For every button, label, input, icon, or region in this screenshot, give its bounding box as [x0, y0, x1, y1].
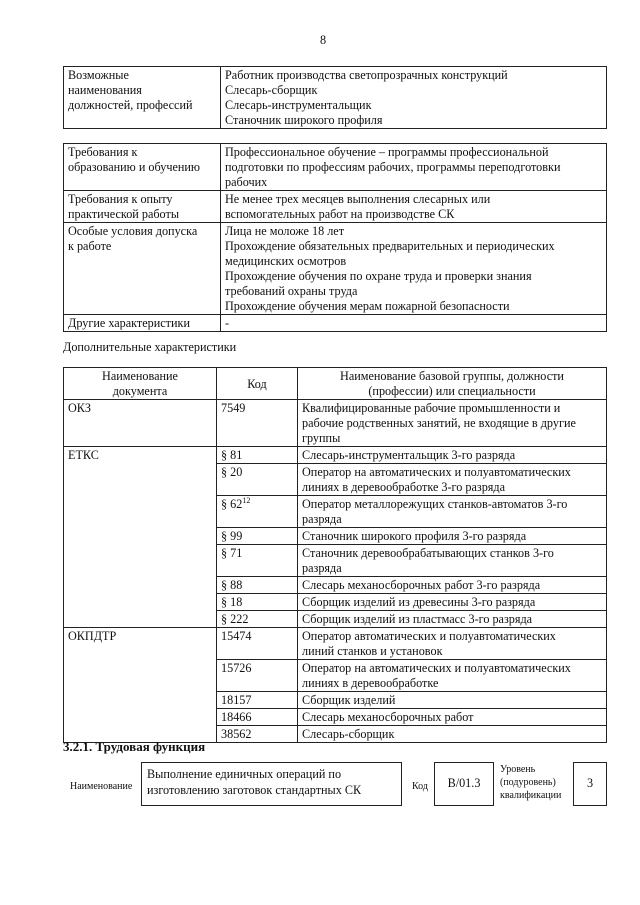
row-label-line: Требования к — [68, 145, 138, 159]
level-label-line: (подуровень) — [500, 777, 556, 788]
name-cell — [298, 545, 607, 577]
row-value-line: требований охраны труда — [225, 284, 358, 298]
name-line: Оператор металлорежущих станков-автоматов 3-го — [302, 497, 568, 511]
name-cell — [298, 400, 607, 447]
positions-table — [63, 66, 607, 129]
function-code-label: Код — [412, 781, 428, 792]
code-cell — [217, 692, 298, 709]
header-doc-line: документа — [112, 384, 168, 398]
table-row — [64, 223, 607, 315]
code-cell — [217, 577, 298, 594]
name-cell — [298, 726, 607, 743]
code-value: § 81 — [221, 448, 243, 462]
qualification-level-value: 3 — [586, 776, 594, 790]
row-value-line: рабочих — [225, 175, 268, 189]
name-line: Слесарь-сборщик — [302, 727, 395, 741]
function-heading: 3.2.1. Трудовая функция — [63, 739, 206, 754]
additional-characteristics-table — [63, 367, 607, 743]
function-name-label: Наименование — [70, 781, 133, 792]
code-value: 7549 — [221, 401, 246, 415]
header-name-line: (профессии) или специальности — [368, 384, 536, 398]
page-number: 8 — [319, 33, 327, 47]
qualification-level-box — [573, 762, 607, 806]
row-value-line: медицинских осмотров — [225, 254, 347, 268]
code-cell — [217, 628, 298, 660]
row-label-line: образованию и обучению — [68, 160, 201, 174]
row-label-line: Другие характеристики — [68, 316, 190, 330]
header-doc-line: Наименование — [102, 369, 178, 383]
header-doc-cell — [64, 368, 217, 400]
row-value-line: Не менее трех месяцев выполнения слесарных или — [225, 192, 491, 206]
row-label-line: Возможные — [68, 68, 129, 82]
row-value-line: Станочник широкого профиля — [225, 113, 383, 127]
level-label-line: Уровень — [500, 764, 536, 775]
header-name-cell — [298, 368, 607, 400]
code-value: § 62 — [221, 497, 243, 511]
row-value-line: Слесарь-сборщик — [225, 83, 318, 97]
row-label-cell — [64, 191, 221, 223]
code-value: 38562 — [221, 727, 252, 741]
level-label-line: квалификации — [500, 790, 562, 801]
code-cell — [217, 611, 298, 628]
row-label-cell — [64, 223, 221, 315]
table-row — [64, 447, 607, 464]
row-value-line: Слесарь-инструментальщик — [225, 98, 372, 112]
name-line: Слесарь механосборочных работ 3-го разряда — [302, 578, 541, 592]
row-value-line: вспомогательных работ на производстве СК — [225, 207, 455, 221]
row-label-cell — [64, 67, 221, 129]
requirements-table — [63, 143, 607, 332]
table-row — [64, 400, 607, 447]
row-value-line: Лица не моложе 18 лет — [225, 224, 345, 238]
name-cell — [298, 577, 607, 594]
header-code-cell: Код — [217, 368, 298, 400]
table-header-row — [64, 368, 607, 400]
name-line: Сборщик изделий — [302, 693, 396, 707]
name-cell — [298, 496, 607, 528]
code-cell — [217, 660, 298, 692]
code-cell — [217, 528, 298, 545]
code-value: 18157 — [221, 693, 252, 707]
row-value-cell — [221, 191, 607, 223]
code-cell — [217, 496, 298, 528]
row-label-line: Требования к опыту — [68, 192, 173, 206]
code-cell — [217, 594, 298, 611]
table-row — [64, 628, 607, 660]
table-row — [64, 67, 607, 129]
code-footnote: 12 — [242, 495, 251, 505]
name-line: Сборщик изделий из древесины 3-го разряда — [302, 595, 536, 609]
name-cell — [298, 464, 607, 496]
code-cell — [217, 400, 298, 447]
document-cell: ЕТКС — [64, 447, 217, 628]
name-line: линий станков и установок — [302, 644, 443, 658]
function-name-line: Выполнение единичных операций по — [147, 767, 342, 781]
row-value-cell — [221, 315, 607, 332]
function-name-line: изготовлению заготовок стандартных СК — [147, 783, 362, 797]
code-cell — [217, 447, 298, 464]
table-row — [64, 144, 607, 191]
row-value-line: Прохождение обучения по охране труда и проверки знания — [225, 269, 532, 283]
name-line: рабочие родственных занятий, не входящие в другие — [302, 416, 576, 430]
table-row — [64, 191, 607, 223]
name-line: Квалифицированные рабочие промышленности и — [302, 401, 561, 415]
row-value-line: Работник производства светопрозрачных конструкций — [225, 68, 508, 82]
name-cell — [298, 709, 607, 726]
row-value-line: Профессиональное обучение – программы профессиональной — [225, 145, 549, 159]
row-label-line: практической работы — [68, 207, 180, 221]
code-value: § 18 — [221, 595, 243, 609]
table-row — [64, 315, 607, 332]
row-label-line: к работе — [68, 239, 112, 253]
document-cell: ОКПДТР — [64, 628, 217, 743]
name-line: разряда — [302, 512, 342, 526]
row-value-cell — [221, 67, 607, 129]
code-cell — [217, 464, 298, 496]
code-value: § 88 — [221, 578, 243, 592]
additional-characteristics-heading: Дополнительные характеристики — [63, 340, 237, 354]
row-value-cell — [221, 223, 607, 315]
code-value: 15726 — [221, 661, 252, 675]
row-label-line: должностей, профессий — [68, 98, 193, 112]
code-value: § 71 — [221, 546, 243, 560]
name-line: Оператор на автоматических и полуавтоматических — [302, 661, 571, 675]
code-value: § 222 — [221, 612, 249, 626]
name-cell — [298, 447, 607, 464]
row-value-line: Прохождение обучения мерам пожарной безопасности — [225, 299, 510, 313]
name-line: Станочник широкого профиля 3-го разряда — [302, 529, 527, 543]
code-value: 18466 — [221, 710, 252, 724]
code-cell — [217, 545, 298, 577]
row-label-cell — [64, 144, 221, 191]
name-line: Сборщик изделий из пластмасс 3-го разряда — [302, 612, 533, 626]
row-value-line: - — [225, 316, 230, 330]
name-cell — [298, 660, 607, 692]
row-label-line: Особые условия допуска — [68, 224, 198, 238]
row-label-line: наименования — [68, 83, 142, 97]
name-cell — [298, 528, 607, 545]
name-line: Станочник деревообрабатывающих станков 3-го — [302, 546, 554, 560]
qualification-level-label — [500, 763, 561, 802]
document-cell: ОКЗ — [64, 400, 217, 447]
name-line: разряда — [302, 561, 342, 575]
row-value-line: Прохождение обязательных предварительных и периодических — [225, 239, 555, 253]
function-name-box — [141, 762, 402, 806]
code-cell — [217, 726, 298, 743]
name-cell — [298, 628, 607, 660]
function-code-box — [434, 762, 494, 806]
name-line: Оператор на автоматических и полуавтоматических — [302, 465, 571, 479]
code-value: 15474 — [221, 629, 252, 643]
row-label-cell — [64, 315, 221, 332]
name-line: линиях в деревообработке 3-го разряда — [302, 480, 506, 494]
row-value-line: подготовки по профессиям рабочих, программы переподготовки — [225, 160, 561, 174]
code-cell — [217, 709, 298, 726]
name-line: линиях в деревообработке — [302, 676, 439, 690]
code-value: § 99 — [221, 529, 243, 543]
name-cell — [298, 692, 607, 709]
name-line: Слесарь механосборочных работ — [302, 710, 474, 724]
name-cell — [298, 594, 607, 611]
function-code-value: B/01.3 — [447, 776, 481, 790]
name-line: группы — [302, 431, 341, 445]
code-value: § 20 — [221, 465, 243, 479]
name-line: Слесарь-инструментальщик 3-го разряда — [302, 448, 516, 462]
name-line: Оператор автоматических и полуавтоматических — [302, 629, 556, 643]
header-name-line: Наименование базовой группы, должности — [340, 369, 564, 383]
row-value-cell — [221, 144, 607, 191]
name-cell — [298, 611, 607, 628]
